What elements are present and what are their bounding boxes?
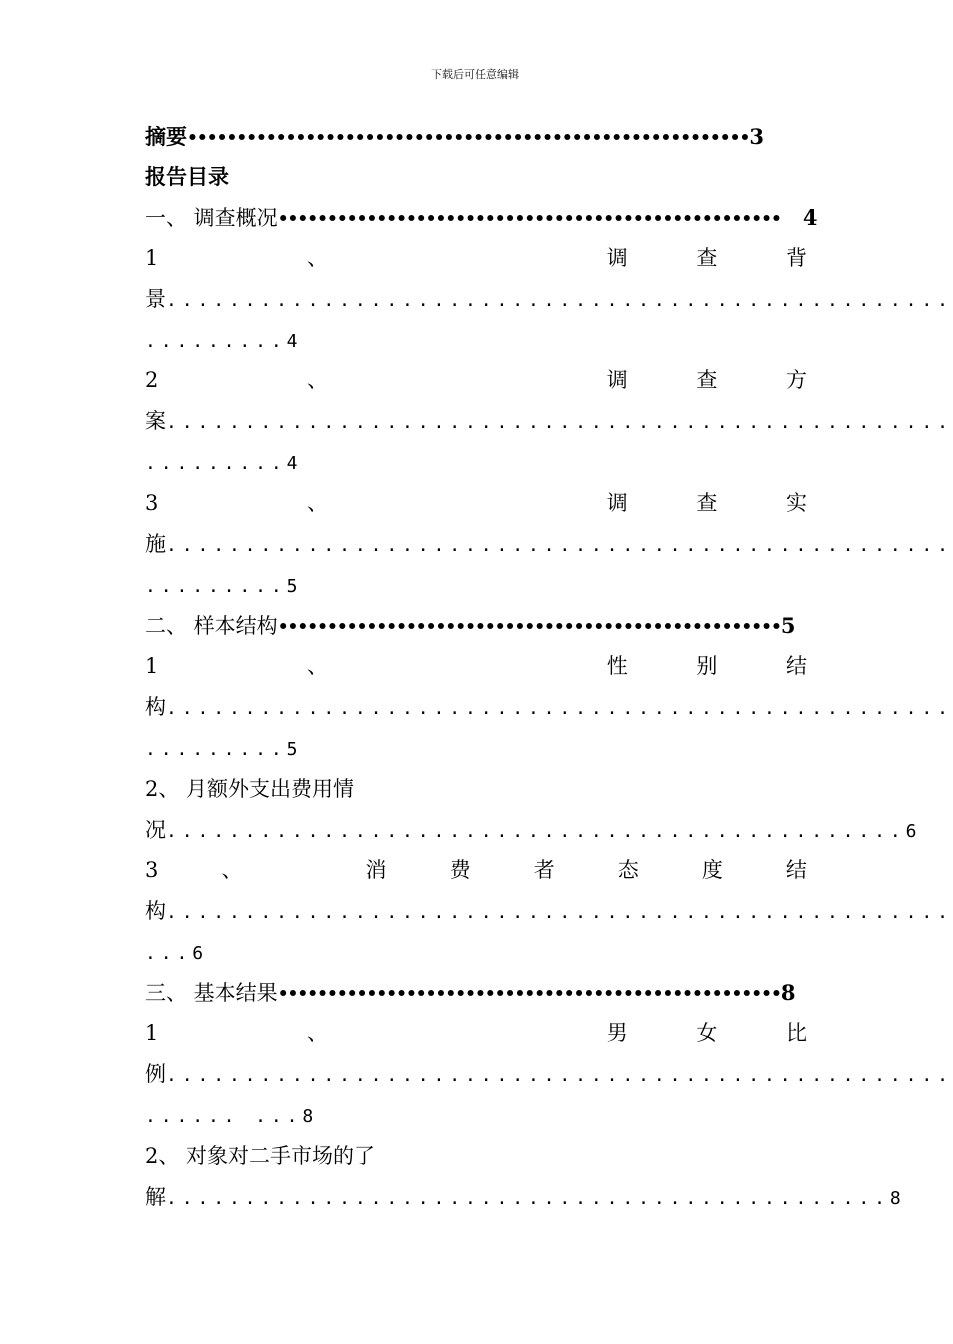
toc-item-number: 1: [145, 1021, 159, 1045]
toc-section-2-label: 二、 样本结构: [145, 614, 278, 638]
toc-report-title: 报告目录: [145, 164, 229, 189]
toc-section-1[interactable]: [145, 202, 818, 234]
toc-item-char: 男: [606, 1021, 628, 1045]
toc-item-char: 查: [696, 246, 718, 270]
toc-item-page: .........5: [145, 576, 303, 597]
toc-item-page: .........4: [145, 453, 303, 474]
toc-item-3-2[interactable]: 2、 对象对二手市场的了: [145, 1144, 376, 1168]
toc-item-2-1-page-line: [145, 732, 807, 764]
toc-section-3-page: 8: [780, 980, 796, 1005]
toc-item-leader: ..................................................: [166, 535, 953, 556]
toc-item-char: 结: [786, 654, 807, 678]
toc-abstract-page: 3: [749, 124, 764, 149]
toc-item-3-2-leader-line: [145, 1181, 906, 1213]
toc-item-page: .........5: [145, 739, 303, 760]
toc-item-page: .........4: [145, 331, 303, 352]
toc-item-2-2[interactable]: 2、 月额外支出费用情: [145, 777, 355, 801]
toc-item-char: 比: [786, 1021, 807, 1045]
toc-item-separator: 、: [307, 654, 329, 678]
toc-item-2-3[interactable]: [145, 854, 807, 886]
toc-item-leader: ..................................................: [166, 412, 953, 433]
toc-section-1-leader: •••••••••••••••••••••••••••••••••••••••••••••••••••: [277, 209, 781, 229]
toc-item-2-2-leader-line: [145, 814, 922, 846]
toc-item-char: 查: [696, 491, 718, 515]
toc-section-2-page: 5: [780, 613, 796, 638]
toc-section-3-leader: •••••••••••••••••••••••••••••••••••••••••••••••••••: [277, 984, 781, 1004]
toc-item-separator: 、: [307, 491, 329, 515]
toc-item-char: 结: [785, 858, 807, 882]
toc-item-char: 度: [701, 858, 723, 882]
toc-item-1-1-leader-line: [145, 283, 953, 315]
toc-item-1-3[interactable]: [145, 487, 807, 519]
toc-abstract[interactable]: [145, 121, 807, 153]
toc-item-2-3-page-line: [145, 936, 807, 968]
toc-item-3-1[interactable]: [145, 1017, 807, 1049]
toc-item-leader: ..................................................: [166, 1065, 953, 1086]
toc-item-separator: 、: [307, 246, 329, 270]
toc-item-leader: ..................................................: [166, 902, 953, 923]
toc-item-char: 施: [145, 532, 166, 556]
toc-abstract-label: 摘要: [145, 124, 187, 149]
toc-section-1-page: 4: [802, 205, 818, 230]
toc-item-2-3-leader-line: [145, 895, 953, 927]
toc-section-3[interactable]: [145, 977, 807, 1009]
toc-item-char: 查: [696, 368, 718, 392]
toc-item-3-1-page-line: [145, 1099, 807, 1131]
toc-item-leader: ...............................................6: [166, 821, 922, 842]
toc-section-2[interactable]: [145, 610, 807, 642]
toc-item-char: 方: [786, 368, 807, 392]
toc-item-1-2-page-line: [145, 446, 807, 478]
toc-item-char: 实: [786, 491, 807, 515]
toc-item-page: ...6: [145, 943, 208, 964]
toc-item-number: 3: [145, 491, 159, 515]
toc-item-char: 景: [145, 287, 166, 311]
toc-item-number: 2: [145, 368, 159, 392]
toc-item-char: 女: [696, 1021, 718, 1045]
toc-item-char: 调: [606, 246, 628, 270]
toc-item-char: 构: [145, 899, 166, 923]
toc-item-char: 性: [606, 654, 628, 678]
toc-item-2-1-leader-line: [145, 691, 953, 723]
toc-item-1-2[interactable]: [145, 364, 807, 396]
toc-item-char: 者: [533, 858, 555, 882]
toc-item-char: 案: [145, 409, 166, 433]
page-header: 下载后可任意编辑: [431, 68, 519, 81]
toc-abstract-leader: •••••••••••••••••••••••••••••••••••••••••••••••••••••••••: [187, 128, 750, 148]
toc-item-separator: 、: [307, 1021, 329, 1045]
toc-section-2-leader: •••••••••••••••••••••••••••••••••••••••••••••••••••: [277, 617, 781, 637]
toc-item-char: 例: [145, 1062, 166, 1086]
toc-item-separator: 、: [307, 368, 329, 392]
toc-item-leader: ..............................................8: [166, 1188, 906, 1209]
toc-item-char: 态: [617, 858, 639, 882]
toc-item-1-3-leader-line: [145, 528, 953, 560]
toc-item-char: 解: [145, 1185, 166, 1209]
toc-item-leader: ..................................................: [166, 290, 953, 311]
toc-item-2-1[interactable]: [145, 650, 807, 682]
toc-item-page: ...... ...8: [145, 1106, 319, 1127]
toc-item-1-1[interactable]: [145, 242, 807, 274]
toc-item-char: 况: [145, 818, 166, 842]
toc-item-char: 别: [696, 654, 718, 678]
toc-item-1-1-page-line: [145, 324, 807, 356]
toc-item-char: 构: [145, 695, 166, 719]
toc-item-char: 消: [365, 858, 387, 882]
toc-item-char: 费: [449, 858, 471, 882]
toc-item-3-1-leader-line: [145, 1058, 953, 1090]
toc-item-number: 3: [145, 858, 159, 882]
toc-item-separator: 、: [221, 858, 243, 882]
toc-item-char: 调: [606, 491, 628, 515]
toc-section-3-label: 三、 基本结果: [145, 981, 278, 1005]
toc-item-char: 调: [606, 368, 628, 392]
toc-section-1-label: 一、 调查概况: [145, 206, 278, 230]
toc-item-number: 1: [145, 654, 159, 678]
toc-item-number: 1: [145, 246, 159, 270]
toc-item-leader: ..................................................: [166, 698, 953, 719]
toc-item-1-2-leader-line: [145, 405, 953, 437]
toc-item-1-3-page-line: [145, 569, 807, 601]
toc-item-char: 背: [786, 246, 807, 270]
